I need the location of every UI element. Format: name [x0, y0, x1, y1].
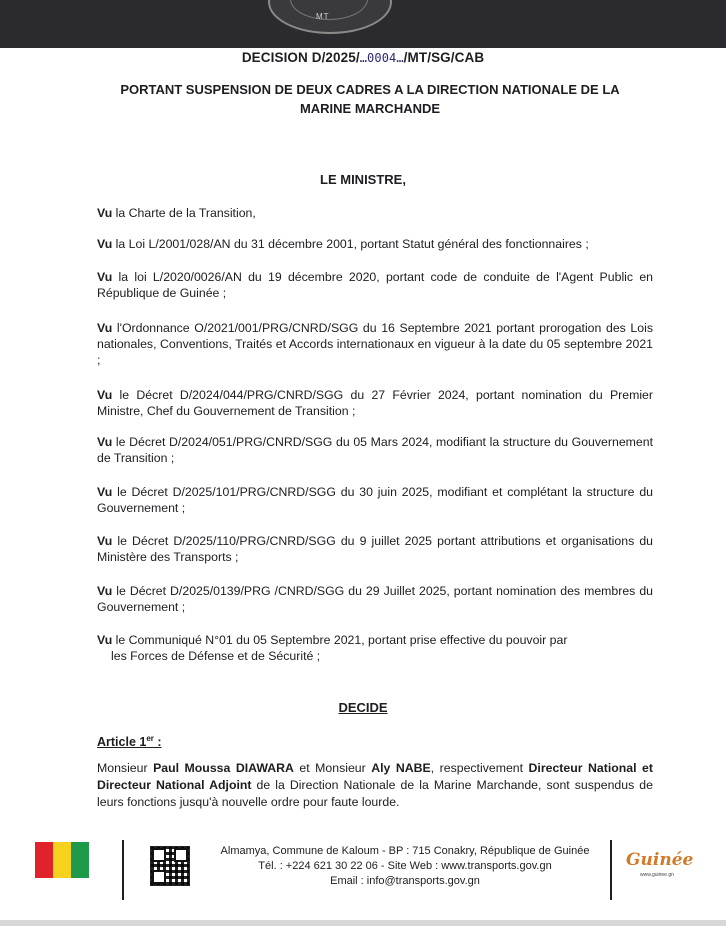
qr-code-icon [150, 846, 190, 886]
article-text: de la Direction Nationale de la Marine Marchande, sont suspendus de leurs fonctions jusqu'à nouvelle ordre pour faute lourde. [97, 778, 653, 809]
footer-contact [200, 844, 610, 889]
consideration-4 [97, 320, 653, 368]
decision-reference [0, 50, 726, 65]
footer-email: Email : info@transports.gov.gn [330, 875, 480, 887]
consideration-text: le Communiqué N°01 du 05 Septembre 2021, portant prise effective du pouvoir par [112, 633, 568, 647]
page-footer [0, 836, 726, 926]
guinee-logo: Guinée [626, 850, 694, 870]
flag-red-stripe [35, 842, 53, 878]
consideration-text: la Loi L/2001/028/AN du 31 décembre 2001, portant Statut général des fonctionnaires ; [112, 237, 589, 251]
person-name-1: Paul Moussa DIAWARA [153, 761, 294, 775]
consideration-8 [97, 533, 653, 565]
subject-line-2: MARINE MARCHANDE [299, 101, 441, 116]
consideration-7 [97, 484, 653, 516]
vu-label: Vu [97, 584, 113, 598]
consideration-text: la loi L/2020/0026/AN du 19 décembre 2020, portant code de conduite de l'Agent Public en République de Guinée ; [97, 270, 653, 300]
article-label: Article 1 [97, 735, 147, 750]
article-text: Monsieur [97, 761, 154, 775]
consideration-5 [97, 387, 653, 419]
footer-phone-web: Tél. : +224 621 30 22 06 - Site Web : www.transports.gov.gn [258, 860, 552, 872]
guinea-flag [35, 842, 89, 878]
qr-corner [174, 848, 188, 862]
article-ordinal: er [146, 734, 154, 743]
qr-corner [152, 870, 166, 884]
vu-label: Vu [97, 534, 113, 548]
seal-text: MT [316, 12, 330, 21]
vu-label: Vu [97, 270, 113, 284]
person-name-2: Aly NABE [371, 761, 431, 775]
authority-heading: LE MINISTRE, [320, 172, 406, 187]
article-text: , respectivement [430, 761, 529, 775]
article-colon: : [153, 735, 162, 750]
decide-heading: DECIDE [338, 700, 388, 715]
vu-label: Vu [97, 633, 113, 647]
consideration-10 [97, 632, 653, 664]
bottom-band [0, 920, 726, 926]
flag-green-stripe [71, 842, 89, 878]
consideration-2 [97, 236, 653, 252]
reference-prefix: DECISION D/2025/ [241, 50, 360, 65]
consideration-continuation: les Forces de Défense et de Sécurité ; [111, 649, 321, 663]
vu-label: Vu [97, 435, 113, 449]
footer-divider-right [610, 840, 612, 900]
person-roles: Directeur National et Directeur National Adjoint [97, 761, 653, 792]
consideration-3 [97, 269, 653, 301]
footer-address: Almamya, Commune de Kaloum - BP : 715 Conakry, République de Guinée [220, 845, 590, 857]
article-text: et Monsieur [293, 761, 372, 775]
consideration-9 [97, 583, 653, 615]
decision-subject [90, 80, 650, 118]
footer-divider-left [122, 840, 124, 900]
article-body [97, 760, 653, 811]
consideration-text: le Décret D/2024/051/PRG/CNRD/SGG du 05 Mars 2024, modifiant la structure du Gouvernement de Transition ; [97, 435, 653, 465]
reference-suffix: /MT/SG/CAB [403, 50, 485, 65]
consideration-text: le Décret D/2025/110/PRG/CNRD/SGG du 9 juillet 2025 portant attributions et organisations du Ministère des Transports ; [97, 534, 653, 564]
consideration-text: le Décret D/2025/101/PRG/CNRD/SGG du 30 juin 2025, modifiant et complétant la structure du Gouvernement ; [97, 485, 653, 515]
guinee-logo-url: www.guinee.gn [640, 872, 674, 878]
subject-line-1: PORTANT SUSPENSION DE DEUX CADRES A LA DIRECTION NATIONALE DE LA [120, 82, 620, 97]
vu-label: Vu [97, 237, 113, 251]
qr-corner [152, 848, 166, 862]
reference-number: …0004… [359, 51, 404, 65]
flag-yellow-stripe [53, 842, 71, 878]
consideration-text: la Charte de la Transition, [112, 206, 256, 220]
vu-label: Vu [97, 388, 113, 402]
consideration-text: l'Ordonnance O/2021/001/PRG/CNRD/SGG du 16 Septembre 2021 portant prorogation des Lois nationales, Conventions, Traités et Accords internationaux en vigueur à la date du 05 septembre 2021 ; [97, 321, 653, 367]
vu-label: Vu [97, 485, 113, 499]
consideration-text: le Décret D/2024/044/PRG/CNRD/SGG du 27 Février 2024, portant nomination du Premier Ministre, Chef du Gouvernement de Transition ; [97, 388, 653, 418]
consideration-6 [97, 434, 653, 466]
consideration-1 [97, 205, 653, 221]
vu-label: Vu [97, 321, 113, 335]
consideration-text: le Décret D/2025/0139/PRG /CNRD/SGG du 29 Juillet 2025, portant nomination des membres du Gouvernement ; [97, 584, 653, 614]
article-heading [97, 734, 162, 749]
vu-label: Vu [97, 206, 113, 220]
